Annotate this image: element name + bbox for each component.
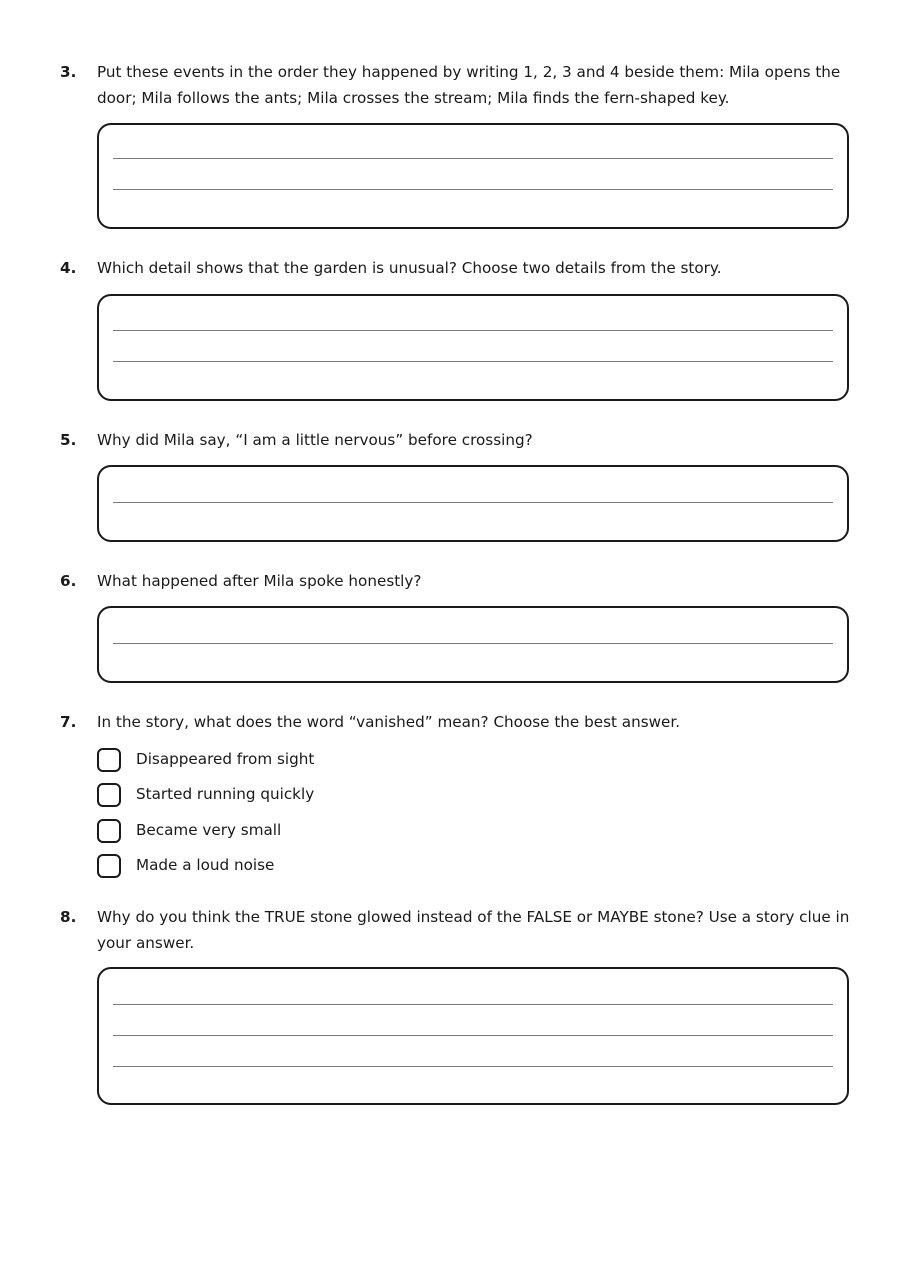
- writing-line: [113, 158, 833, 159]
- checkbox[interactable]: [97, 819, 121, 843]
- question-text: In the story, what does the word “vanished” mean? Choose the best answer.: [97, 713, 681, 731]
- question-text: What happened after Mila spoke honestly?: [97, 572, 422, 590]
- writing-line: [113, 643, 833, 644]
- writing-line: [113, 1066, 833, 1067]
- question-number: 6.: [60, 572, 77, 590]
- writing-line: [113, 189, 833, 190]
- question-number: 5.: [60, 431, 77, 449]
- question-text: Why do you think the TRUE stone glowed instead of the FALSE or MAYBE stone? Use a story clue in your answer.: [97, 908, 850, 952]
- answer-box-8[interactable]: [97, 967, 849, 1105]
- question-number: 7.: [60, 713, 77, 731]
- writing-line: [113, 361, 833, 362]
- checkbox[interactable]: [97, 748, 121, 772]
- checkbox[interactable]: [97, 854, 121, 878]
- question-8: [60, 904, 860, 956]
- option-label: Made a loud noise: [136, 856, 275, 874]
- question-5: [60, 427, 860, 453]
- question-number: 4.: [60, 259, 77, 277]
- option-label: Started running quickly: [136, 785, 315, 803]
- question-text: Which detail shows that the garden is unusual? Choose two details from the story.: [97, 259, 722, 277]
- option-label: Became very small: [136, 821, 282, 839]
- question-4: [60, 255, 860, 281]
- writing-line: [113, 1004, 833, 1005]
- writing-line: [113, 1035, 833, 1036]
- question-7: [60, 709, 860, 735]
- writing-line: [113, 330, 833, 331]
- question-number: 3.: [60, 63, 77, 81]
- question-number: 8.: [60, 908, 77, 926]
- question-text: Why did Mila say, “I am a little nervous” before crossing?: [97, 431, 533, 449]
- answer-box-3[interactable]: [97, 123, 849, 229]
- checkbox[interactable]: [97, 783, 121, 807]
- question-3: [60, 59, 860, 111]
- question-6: [60, 568, 860, 594]
- question-text: Put these events in the order they happened by writing 1, 2, 3 and 4 beside them: Mila opens the door; Mila follows the ants; Mila crosses the stream; Mila finds the fern-shaped key.: [97, 63, 841, 107]
- answer-box-5[interactable]: [97, 465, 849, 542]
- writing-line: [113, 502, 833, 503]
- answer-box-6[interactable]: [97, 606, 849, 683]
- option-label: Disappeared from sight: [136, 750, 315, 768]
- answer-box-4[interactable]: [97, 294, 849, 401]
